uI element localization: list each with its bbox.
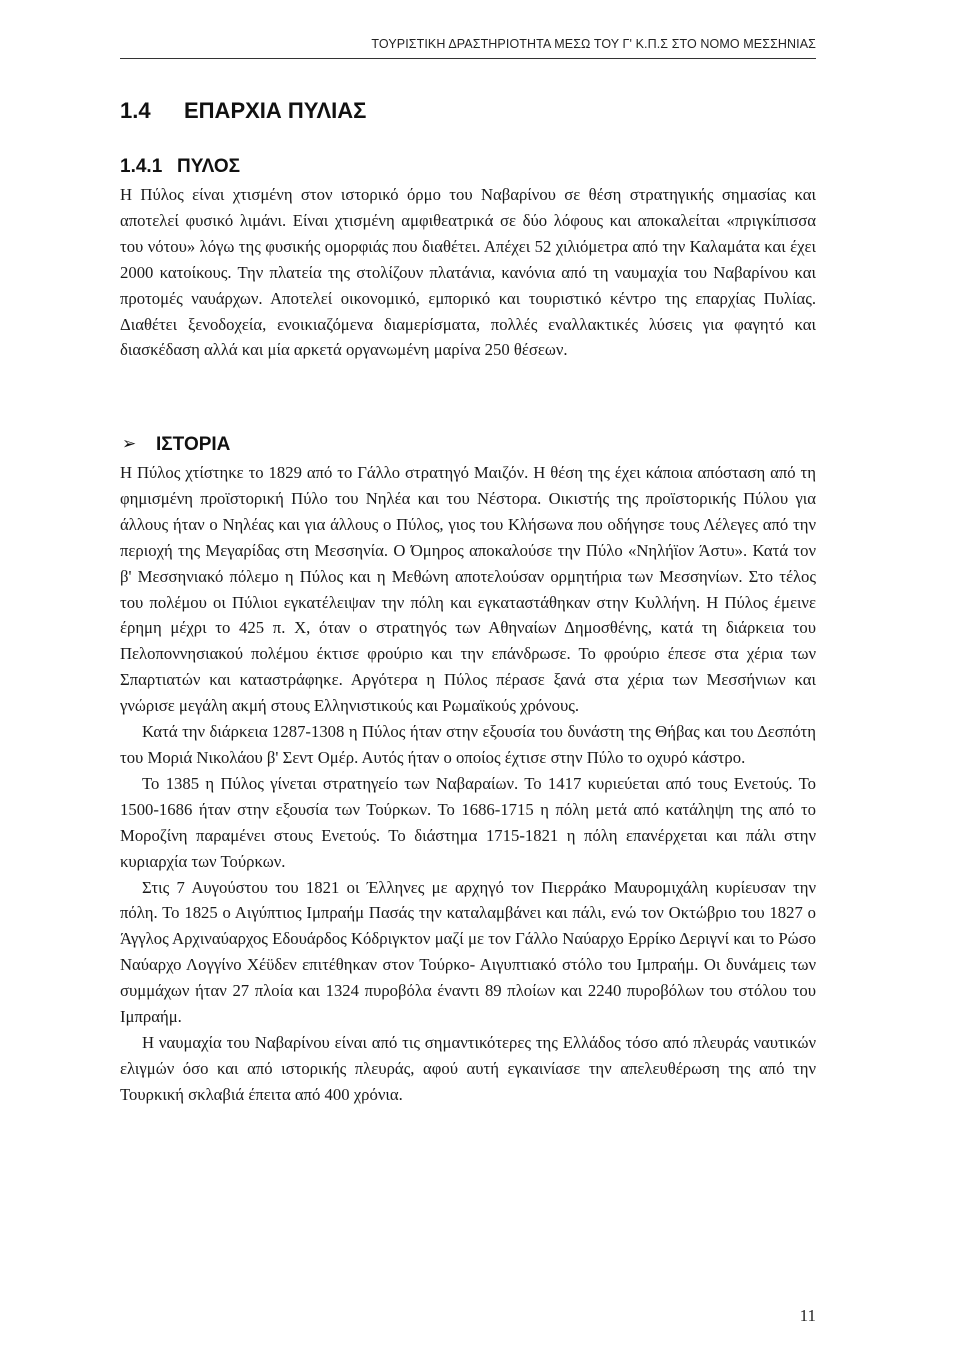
section-title [120, 98, 366, 124]
history-paragraph: Το 1385 η Πύλος γίνεται στρατηγείο των Ναβαραίων. Το 1417 κυριεύεται από τους Ενετούς. Το 1500-1686 ήταν στην εξουσία των Τούρκων. Το 1686-1715 η πόλη μετά από κατάληψη της από το Μοροζίνη παραμένει στους Ενετούς. Το διάστημα 1715-1821 η πόλη επανέρχεται και πάλι στην κυριαρχία των Τούρκων. [120, 773, 816, 871]
section-title-text: ΕΠΑΡΧΙΑ ΠΥΛΙΑΣ [184, 98, 367, 123]
intro-paragraph: Η Πύλος είναι χτισμένη στον ιστορικό όρμο του Ναβαρίνου σε θέση στρατηγικής σημασίας και αποτελεί φυσικό λιμάνι. Είναι χτισμένη αμφιθεατρικά σε δύο λόφους και αποκαλείται «πριγκίπισσα του νότου» λόγω της φυσικής ομορφιάς που διαθέτει. Απέχει 52 χιλιόμετρα από την Καλαμάτα και έχει 2000 κατοίκους. Την πλατεία της στολίζουν πλατάνια, κανόνια από τη ναυμαχία του Ναβαρίνου και προτομές ναυάρχων. Αποτελεί οικονομικό, εμπορικό και τουριστικό κέντρο της επαρχίας Πυλίας. Διαθέτει ξενοδοχεία, ενοικιαζόμενα διαμερίσματα, πολλές εναλλακτικές λύσεις για φαγητό και διασκέδαση αλλά και μία αρκετά οργανωμένη μαρίνα 250 θέσεων. [120, 185, 816, 360]
running-header: ΤΟΥΡΙΣΤΙΚΗ ΔΡΑΣΤΗΡΙΟΤΗΤΑ ΜΕΣΩ ΤΟΥ Γ' Κ.Π.Σ ΣΤΟ ΝΟΜΟ ΜΕΣΣΗΝΙΑΣ [371, 37, 816, 51]
history-paragraph: Η Πύλος χτίστηκε το 1829 από το Γάλλο στρατηγό Μαιζόν. Η θέση της έχει κάποια απόσταση από τη φημισμένη προϊστορική Πύλο του Νηλέα και του Νέστορα. Οικιστής της προϊστορικής Πύλου για άλλους ήταν ο Νηλέας και για άλλους ο Πύλος, γιος του Κλήσωνα που οδήγησε τους Λέλεγες από την περιοχή της Μεγαρίδας στη Μεσσηνία. Ο Όμηρος αποκαλούσε την Πύλο «Νηλήϊον Άστυ». Κατά τον β' Μεσσηνιακό πόλεμο η Πύλος και η Μεθώνη αποτελούσαν ορμητήρια των Μεσσηνίων. Στο τέλος του πολέμου οι Πύλιοι εγκατέλειψαν την πόλη και εγκαταστάθηκαν στην Κυλλήνη. Η Πύλος έμεινε έρημη μέχρι το 425 π. Χ, όταν ο στρατηγός των Αθηναίων Δημοσθένης, κατά τη διάρκεια του Πελοποννησιακού πολέμου έκτισε φρούριο και την επάνδρωσε. Το φρούριο έπεσε στα χέρια των Σπαρτιατών και καταστράφηκε. Αργότερα η Πύλος πέρασε ξανά στα χέρια των Μεσσήνιων και γνώρισε μεγάλη ακμή στους Ελληνιστικούς και Ρωμαϊκούς χρόνους. [120, 463, 816, 716]
history-paragraph: Κατά την διάρκεια 1287-1308 η Πύλος ήταν στην εξουσία του δυνάστη της Θήβας και του Δεσπότη του Μοριά Νικολάου β' Σεντ Ομέρ. Αυτός ήταν ο οποίος έχτισε στην Πύλο το οχυρό κάστρο. [120, 722, 816, 767]
subsection-number: 1.4.1 [120, 156, 163, 177]
section-number: 1.4 [120, 98, 151, 123]
subsection-title [120, 156, 240, 178]
history-heading-text: ΙΣΤΟΡΙΑ [156, 434, 231, 455]
history-block [120, 460, 816, 1108]
history-paragraph: Στις 7 Αυγούστου του 1821 οι Έλληνες με αρχηγό τον Πιερράκο Μαυρομιχάλη κυρίευσαν την πόλη. Το 1825 ο Αιγύπτιος Ιμπραήμ Πασάς την καταλαμβάνει και πάλι, ενώ τον Οκτώβριο του 1827 ο Άγγλος Αρχιναύαρχος Εδουάρδος Κόδριγκτον μαζί με τον Γάλλο Ναύαρχο Ερρίκο Δεριγνί και το Ρώσο Ναύαρχο Λογγίνο Χέϋδεν επιτέθηκαν στον Τούρκο- Αιγυπτιακό στόλο του Ιμπραήμ. Οι δυνάμεις των συμμάχων ήταν 27 πλοία και 1324 πυροβόλα έναντι 89 πλοίων και 2240 πυροβόλων του στόλου του Ιμπραήμ. [120, 877, 816, 1027]
arrow-bullet-icon: ➢ [122, 434, 137, 453]
subsection-title-text: ΠΥΛΟΣ [177, 156, 241, 177]
page-number: 11 [799, 1306, 816, 1325]
history-heading [122, 434, 230, 456]
header-rule [120, 58, 816, 59]
intro-block [120, 182, 816, 363]
history-paragraph: Η ναυμαχία του Ναβαρίνου είναι από τις σημαντικότερες της Ελλάδος τόσο από πλευράς ναυτικών ελιγμών όσο και από ιστορικής πλευράς, αφού αυτή εγκαινίασε την απελευθέρωση της από την Τουρκική σκλαβιά έπειτα από 400 χρόνια. [120, 1032, 816, 1104]
